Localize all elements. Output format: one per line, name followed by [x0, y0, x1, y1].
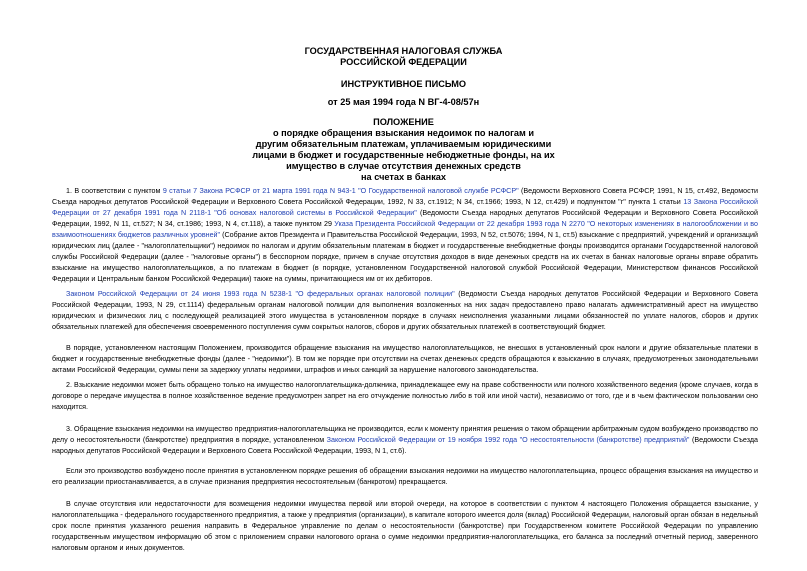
- law-link-tax-system[interactable]: 13 Закона Российской Федерации от 27 декабря 1991 года N 2118-1 "Об основах налоговой системы в Российской Федерации": [52, 198, 758, 217]
- subtitle-line-2: другим обязательным платежам, уплачиваемым юридическими: [255, 139, 552, 149]
- paragraph-7: В случае отсутствия или недостаточности для возмещения недоимки имущества первой или второй очереди, на которое в соответствии с пунктом 4 настоящего Положения обращается взыскание, у налогоплательщика - федерального государственного предприятия, а также у предприятия (организации), в капитале которого имеется доля (вклад) Российской Федерации, налоговый орган обязан в недельный срок после принятия указанного решения направить в Федеральное управление по делам о несостоятельности (банкротстве) при Государственном комитете Российской Федерации по управлению государственным имуществом информацию об этом с приложением справки налогового органа о сумме недоимки предприятия-налогоплательщика, его баланса за последний отчетный период, заверенного налоговым органом и иных документов.: [52, 500, 758, 552]
- paragraph-6: Если это производство возбуждено после принятия в установленном порядке решения об обращении взыскания недоимки на имущество налогоплательщика, процесс обращения взыскания на имущество и его реализации приостанавливается, а в случае признания предприятия несостоятельным (банкротом) прекращается.: [52, 467, 758, 486]
- subtitle-line-5: на счетах в банках: [360, 172, 447, 182]
- paragraph-1: 1. В соответствии с пунктом 9 статьи 7 Закона РСФСР от 21 марта 1991 года N 943-1 "О Государственной налоговой службе РСФСР" (Ведомости Верховного Совета РСФСР, 1991, N 15, ст.492, Ведомости Съезда народных депутатов Российской Федерации и Верховного Совета Российской Федерации, 1992, N 33, ст.1912; N 34, ст.1966; 1993, N 12, ст.429) и подпунктом "г" пункта 1 статьи 13 Закона Российской Федерации от 27 декабря 1991 года N 2118-1 "Об основах налоговой системы в Российской Федерации" (Ведомости Съезда народных депутатов Российской Федерации и Верховного Совета Российской Федерации, 1992, N 11, ст.527; N 34, ст.1986; 1993, N 4, ст.118), а также пунктом 29 Указа Президента Российской Федерации от 22 декабря 1993 года N 2270 "О некоторых изменениях в налогообложении и во взаимоотношениях бюджетов различных уровней" (Собрание актов Президента и Правительства Российской Федерации, 1993, N 52, ст.5076; 1994, N 1, ст.5) взыскание с предприятий, учреждений и организаций юридических лиц (далее - "налогоплательщики") недоимок по налогам и другим обязательным платежам в бюджет и государственные внебюджетные фонды производится органами Государственной налоговой службы Российской Федерации (далее - "налоговые органы") в бесспорном порядке, причем в случае отсутствия доходов в виде денежных средств на их счетах в банках налоговые органы вправе обратить взыскание на имущество налогоплательщиков, а по платежам в бюджет (в порядке, установленном Государственной налоговой службой Российской Федерации, Министерством финансов Российской Федерации и Центральным банком Российской Федерации) также на суммы, причитающиеся им от их дебиторов.: [52, 187, 758, 283]
- agency-line-2: РОССИЙСКОЙ ФЕДЕРАЦИИ: [340, 57, 467, 67]
- doc-type: ИНСТРУКТИВНОЕ ПИСЬМО: [340, 79, 467, 89]
- paragraph-5: 3. Обращение взыскания недоимки на имущество предприятия-налогоплательщика не производится, если к моменту принятия решения о таком обращении арбитражным судом возбуждено производство по делу о несостоятельности (банкротстве) предприятия в порядке, установленном Законом Российской Федерации от 19 ноября 1992 года "О несостоятельности (банкротстве) предприятий" (Ведомости Съезда народных депутатов Российской Федерации и Верховного Совета Российской Федерации, 1993, N 1, ст.6).: [52, 425, 759, 455]
- title-word: ПОЛОЖЕНИЕ: [373, 117, 434, 127]
- agency-line-1: ГОСУДАРСТВЕННАЯ НАЛОГОВАЯ СЛУЖБА: [304, 46, 503, 56]
- law-link-bankruptcy[interactable]: Законом Российской Федерации от 19 ноября 1992 года "О несостоятельности (банкротстве) предприятий": [326, 436, 690, 444]
- subtitle-line-1: о порядке обращения взыскания недоимок по налогам и: [272, 128, 535, 138]
- subtitle-line-4: имущество в случае отсутствия денежных средств: [286, 161, 521, 171]
- law-link-tax-police[interactable]: Законом Российской Федерации от 24 июня 1993 года N 5238-1 "О федеральных органах налоговой полиции": [66, 290, 455, 298]
- paragraph-2: Законом Российской Федерации от 24 июня 1993 года N 5238-1 "О федеральных органах налоговой полиции" (Ведомости Съезда народных депутатов Российской Федерации и Верховного Совета Российской Федерации, 1993, N 29, ст.1114) федеральным органам налоговой полиции для выполнения возложенных на них задач предоставлено право налагать административный арест на имущество юридических и физических лиц с последующей реализацией этого имущества в установленном порядке в случаях неисполнения указанными лицами обязанностей по уплате налогов, сборов и других обязательных платежей для обеспечения своевременного поступления сумм сокрытых налогов, сборов и других обязательных платежей в соответствующий бюджет.: [52, 290, 759, 331]
- law-link-presidential-decree[interactable]: Указа Президента Российской Федерации от 22 декабря 1993 года N 2270 "О некоторых изменениях в налогообложении и во взаимоотношениях бюджетов различных уровней": [52, 220, 758, 239]
- doc-date-number: от 25 мая 1994 года N ВГ-4-08/57н: [327, 97, 480, 107]
- paragraph-4: 2. Взыскание недоимки может быть обращено только на имущество налогоплательщика-должника, принадлежащее ему на праве собственности или полного хозяйственного ведения (кроме случаев, когда в договоре о передаче имущества в полное хозяйственное ведение предусмотрен запрет на его отчуждение полностью либо в той или иной части), независимо от того, где и в чьем фактическом пользовании оно находится.: [52, 381, 758, 411]
- agency-name: [0, 46, 807, 68]
- paragraph-3: В порядке, установленном настоящим Положением, производится обращение взыскания на имущество налогоплательщиков, не внесших в установленный срок налоги и другие обязательные платежи в бюджет и государственные внебюджетные фонды (далее - "недоимки"). В том же порядке при отсутствии на счетах денежных средств обращаются к взысканию в случаях, предусмотренных законодательными актами Российской Федерации, суммы пени за задержку уплаты недоимки, штрафов и иных санкций за нарушение налогового законодательства.: [52, 344, 758, 374]
- doc-title: [0, 117, 807, 183]
- law-link-gns-rsfsr[interactable]: 9 статьи 7 Закона РСФСР от 21 марта 1991 года N 943-1 "О Государственной налоговой службе РСФСР": [162, 187, 519, 195]
- subtitle-line-3: лицами в бюджет и государственные небюджетные фонды, на их: [252, 150, 555, 160]
